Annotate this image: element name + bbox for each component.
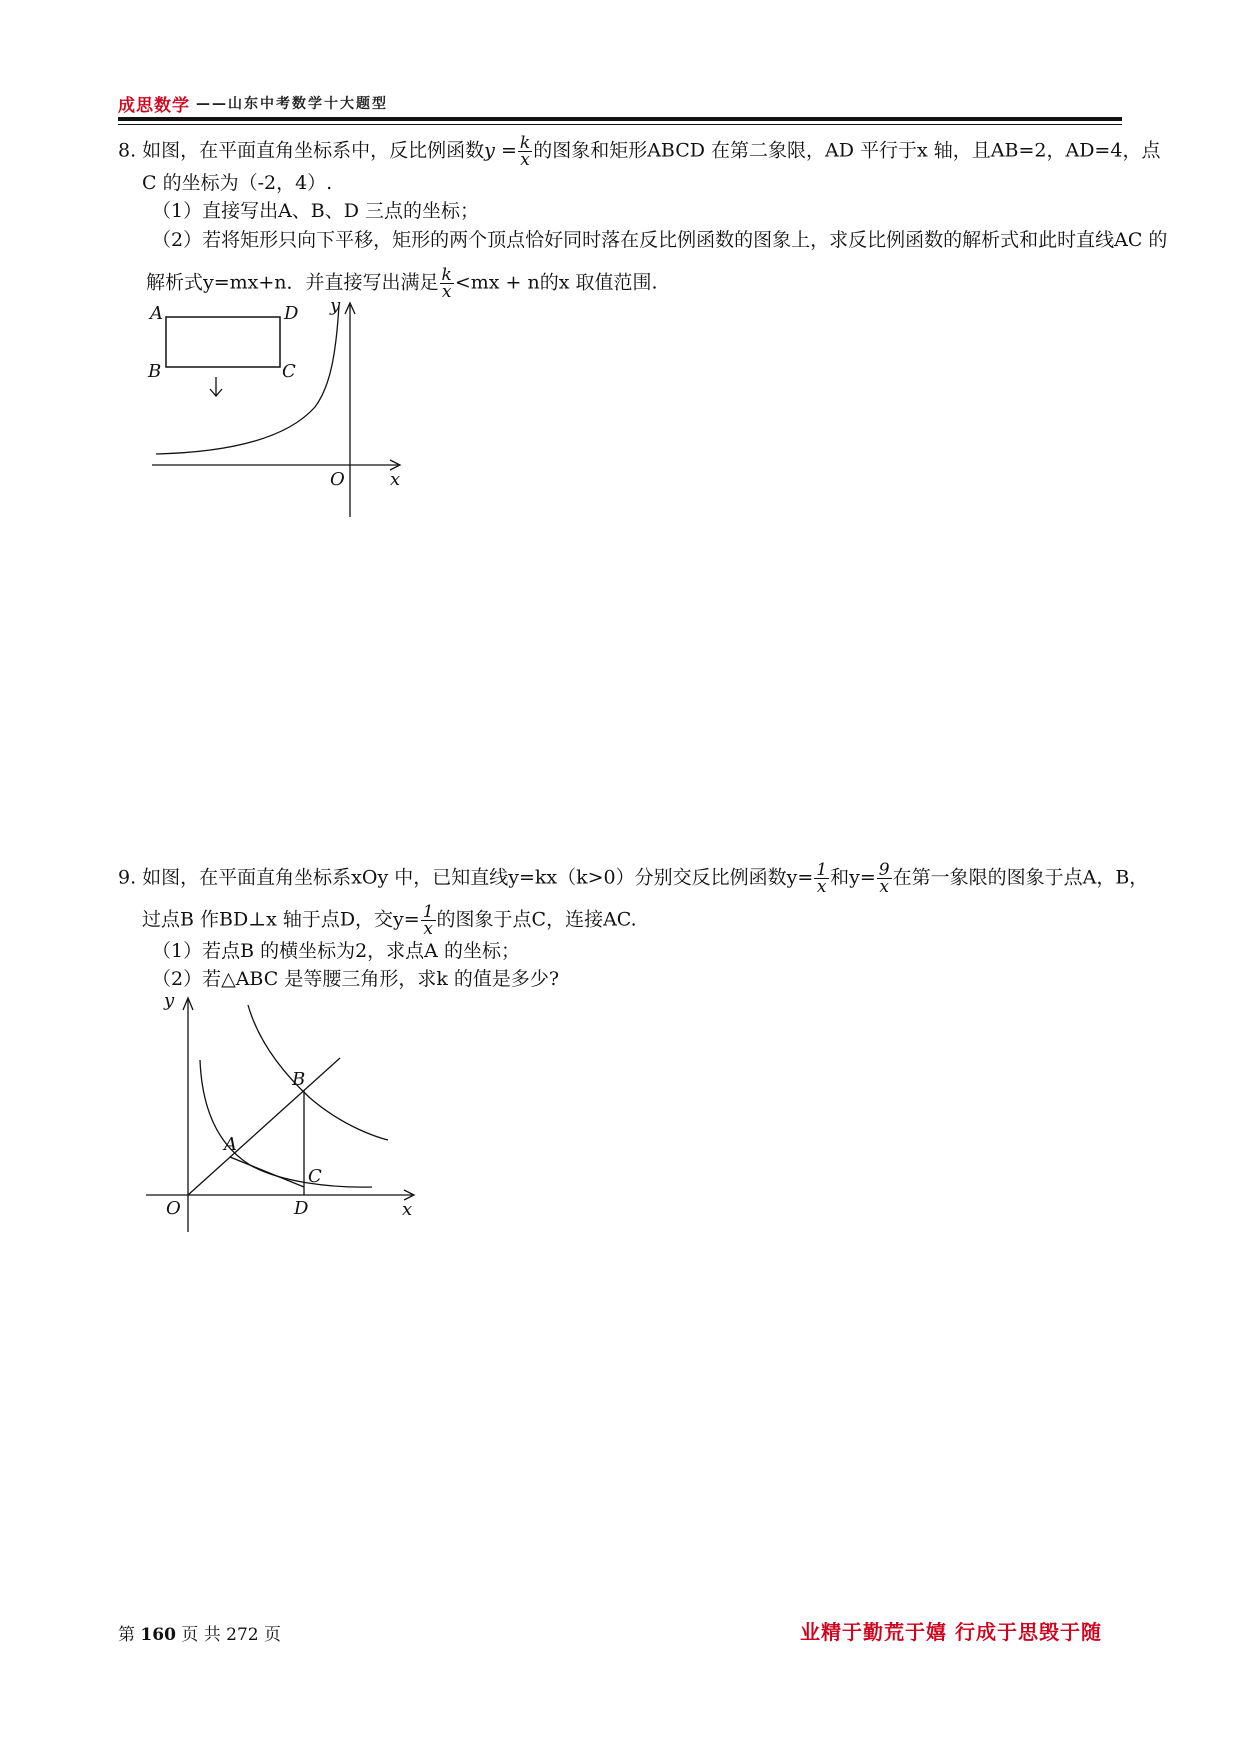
q8-line-2: C 的坐标为（-2，4）. bbox=[142, 172, 333, 194]
q9-label-A: A bbox=[224, 1134, 237, 1155]
total-pages: 272 bbox=[226, 1625, 259, 1645]
q9-intro-mid: 和y= bbox=[830, 866, 876, 889]
q8-label-y: y bbox=[330, 295, 341, 316]
q8-label-B: B bbox=[148, 361, 162, 382]
q9-intro: 9. 如图，在平面直角坐标系xOy 中，已知直线y=kx（k>0）分别交反比例函数y= bbox=[118, 866, 814, 889]
q8-label-x: x bbox=[390, 469, 401, 490]
q9-label-C: C bbox=[308, 1166, 322, 1187]
q8-label-C: C bbox=[282, 361, 296, 382]
q9-figure bbox=[140, 990, 430, 1245]
current-page: 160 bbox=[140, 1625, 176, 1645]
q8-fraction-k-over-x: $\frac{k}{x}$ bbox=[519, 133, 531, 170]
down-arrow-icon bbox=[210, 377, 222, 396]
q8-line-1 bbox=[118, 135, 1160, 168]
footer-motto: 业精于勤荒于嬉 行成于思毁于随 bbox=[800, 1620, 1102, 1644]
q8-label-O: O bbox=[330, 469, 345, 490]
q8-part-2: （2）若将矩形只向下平移，矩形的两个顶点恰好同时落在反比例函数的图象上，求反比例函数的解析式和此时直线AC 的 bbox=[152, 229, 1168, 251]
q8-fraction-k-over-x-2: $\frac{k}{x}$ bbox=[441, 265, 452, 302]
q9-label-D: D bbox=[294, 1198, 309, 1219]
q9-segment-AC bbox=[230, 1157, 304, 1187]
q9-label-x: x bbox=[402, 1199, 413, 1220]
q9-intro-rest: 在第一象限的图象于点A，B， bbox=[892, 866, 1149, 889]
q9-line-2-b: 的图象于点C，连接AC. bbox=[436, 908, 637, 931]
header-brand: 成思数学 bbox=[118, 96, 190, 116]
q8-label-D: D bbox=[284, 303, 299, 324]
q9-line-2-a: 过点B 作BD⊥x 轴于点D，交y= bbox=[142, 908, 420, 931]
q9-line-2 bbox=[142, 904, 637, 937]
q9-part-1: （1）若点B 的横坐标为2，求点A 的坐标； bbox=[152, 940, 520, 962]
q8-line-5-a: 解析式y=mx+n．并直接写出满足 bbox=[146, 271, 439, 294]
header-rule-thin bbox=[118, 124, 1122, 125]
q8-eq: y = bbox=[484, 139, 517, 162]
q9-label-B: B bbox=[292, 1069, 306, 1090]
q9-fraction-1-over-x-2: $\frac{1}{x}$ bbox=[422, 902, 434, 939]
page-number: 第 160 页 共 272 页 bbox=[118, 1625, 281, 1645]
header-rule-thick bbox=[118, 117, 1122, 121]
q9-part-2: （2）若△ABC 是等腰三角形，求k 的值是多少? bbox=[152, 968, 560, 990]
q8-line-5-b: <mx + n的x 取值范围. bbox=[454, 271, 658, 294]
q9-fraction-9-over-x: $\frac{9}{x}$ bbox=[878, 860, 890, 897]
q9-label-O: O bbox=[166, 1198, 181, 1219]
q9-curve-9-over-x bbox=[248, 1005, 388, 1140]
q8-part-1: （1）直接写出A、B、D 三点的坐标； bbox=[152, 200, 480, 222]
q9-fraction-1-over-x: $\frac{1}{x}$ bbox=[816, 860, 828, 897]
header-subtitle: ——山东中考数学十大题型 bbox=[196, 96, 388, 112]
q8-label-A: A bbox=[150, 303, 163, 324]
q8-hyperbola-curve bbox=[156, 305, 339, 454]
q9-label-y: y bbox=[164, 990, 175, 1011]
q8-rectangle bbox=[166, 317, 280, 367]
q9-line-1 bbox=[118, 862, 1148, 895]
q8-figure bbox=[140, 295, 420, 525]
q8-intro: 8. 如图，在平面直角坐标系中，反比例函数 bbox=[118, 139, 485, 162]
q8-intro-rest: 的图象和矩形ABCD 在第二象限，AD 平行于x 轴，且AB=2，AD=4，点 bbox=[533, 139, 1161, 162]
